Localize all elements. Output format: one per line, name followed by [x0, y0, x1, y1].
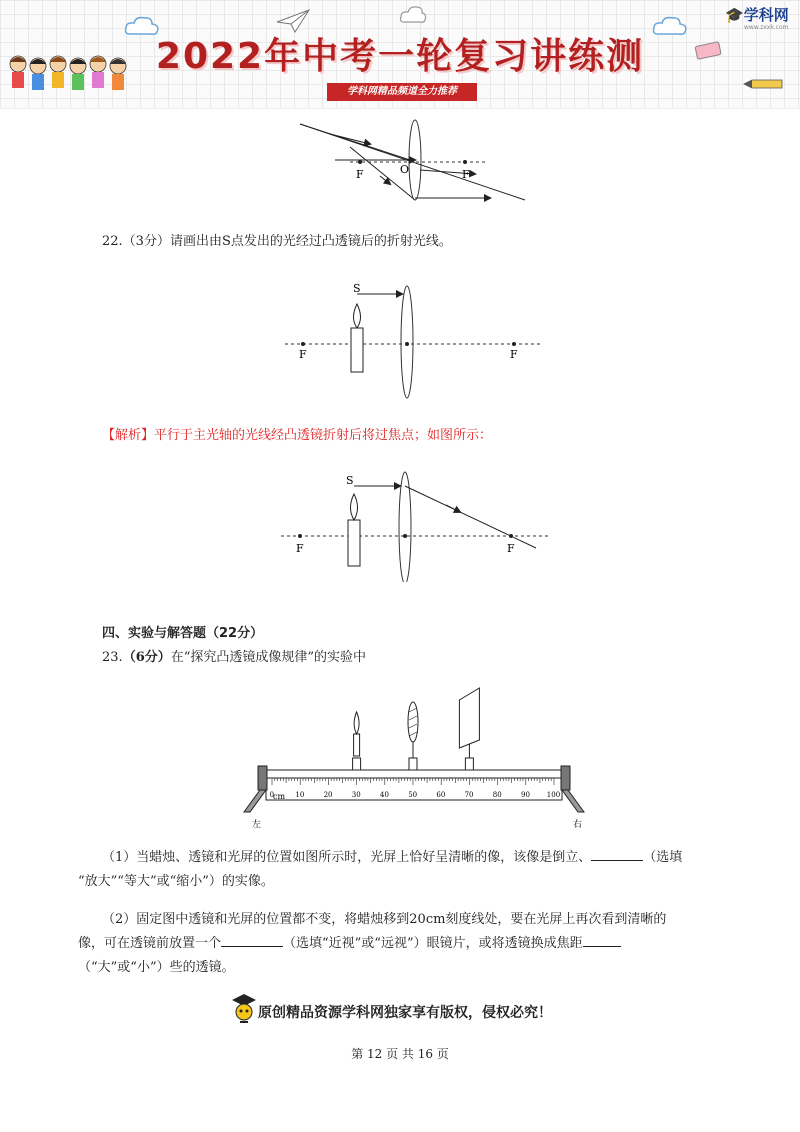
question-23-part-2 [78, 908, 728, 980]
question-22: 22.（3分）请画出由S点发出的光经过凸透镜后的折射光线。 [102, 234, 452, 249]
logo-text: 学科网 [743, 6, 789, 24]
part2-text-a: （2）固定图中透镜和光屏的位置都不变，将蜡烛移到20cm刻度线处，要在光屏上再次看到清晰的 [102, 912, 667, 927]
question-23-part-1 [78, 846, 728, 894]
right-leg [562, 790, 584, 812]
optical-center [403, 534, 407, 538]
focus-point-left [298, 534, 302, 538]
tick-label: 80 [492, 791, 502, 799]
label-s: S [346, 474, 354, 487]
label-f-right: F [462, 168, 470, 181]
tick-label: 40 [380, 791, 389, 799]
refracted-ray [405, 486, 536, 548]
candle-holder [353, 758, 361, 770]
tick-label: 90 [521, 791, 530, 799]
pencil-icon [742, 74, 786, 92]
focus-point-right [509, 534, 513, 538]
candle [354, 734, 360, 756]
answer-blank-2[interactable] [221, 932, 283, 947]
lens-holder [409, 758, 417, 770]
tick-label: 100 [546, 791, 561, 799]
analysis-body: 平行于主光轴的光线经凸透镜折射后将过焦点；如图所示： [154, 428, 493, 443]
site-logo [725, 4, 789, 25]
focus-point-left [301, 342, 305, 346]
tick-label: 30 [351, 791, 361, 799]
screen-holder [465, 758, 473, 770]
focus-point-right [512, 342, 516, 346]
children-illustration [6, 52, 136, 100]
page-title: 2022年中考一轮复习讲练测 [155, 36, 645, 77]
eraser-icon [692, 40, 726, 62]
tick-label: 70 [464, 791, 474, 799]
label-f-left: F [296, 542, 304, 555]
right-stop [561, 766, 570, 790]
answer-blank-3[interactable] [583, 932, 621, 947]
part2-text-b: 像，可在透镜前放置一个 [78, 936, 222, 951]
graduation-cap-icon: 🎓 [725, 6, 744, 24]
light-screen [459, 688, 479, 748]
focus-point-left [358, 160, 362, 164]
question-score: （6分） [122, 650, 171, 665]
label-left: 左 [252, 820, 262, 830]
left-leg [244, 790, 266, 812]
lens-diagram-1 [290, 112, 540, 204]
label-right: 右 [573, 820, 583, 830]
candle-flame [354, 712, 359, 734]
focus-point-right [463, 160, 467, 164]
candle-flame [354, 304, 361, 328]
section-heading: 四、实验与解答题（22分） [102, 626, 264, 641]
part1-text-a: （1）当蜡烛、透镜和光屏的位置如图所示时，光屏上恰好呈清晰的像，该像是倒立、 [102, 850, 592, 865]
page-number: 第 12 页 共 16 页 [351, 1047, 449, 1061]
lens-diagram-3-answer [276, 462, 556, 582]
copyright-notice: 原创精品资源学科网独家享有版权，侵权必究！ [258, 1005, 552, 1021]
mascot-icon [230, 992, 258, 1026]
incident-ray [300, 124, 410, 160]
lens-diagram-2 [280, 278, 550, 400]
candle-body [348, 520, 360, 566]
part1-text-c: “放大”“等大”或“缩小”）的实像。 [78, 874, 274, 889]
tick-label: 60 [436, 791, 446, 799]
part2-text-c: （选填“近视”或“远视”）眼镜片，或将透镜换成焦距 [283, 936, 583, 951]
label-f-left: F [356, 168, 364, 181]
tick-label: 20 [323, 791, 333, 799]
question-23-intro [102, 648, 366, 668]
ray-arrow-b [380, 176, 390, 184]
candle-body [351, 328, 363, 372]
header-ribbon: 学科网精品频道全力推荐 [327, 83, 477, 101]
analysis-tag: 【解析】 [102, 428, 155, 443]
tick-label: 0 [269, 791, 275, 799]
analysis-text [102, 426, 492, 446]
refracted-ray-arrow [446, 505, 460, 512]
optical-bench-diagram [236, 682, 596, 830]
unit-label: cm [273, 792, 286, 801]
label-o: O [400, 163, 410, 176]
part2-text-d: （“大”或“小”）些的透镜。 [78, 960, 235, 975]
tick-label: 50 [408, 791, 418, 799]
label-f-left: F [299, 348, 307, 361]
label-s: S [353, 282, 361, 295]
page-header [0, 0, 800, 109]
logo-url: www.zxxk.com [744, 24, 789, 31]
cloud-icon-2 [398, 4, 428, 26]
left-stop [258, 766, 267, 790]
candle-flame [351, 494, 358, 520]
question-intro: 在“探究凸透镜成像规律”的实验中 [170, 650, 367, 665]
question-number: 23. [102, 650, 123, 665]
optical-center [405, 342, 409, 346]
answer-blank-1[interactable] [591, 846, 643, 861]
part1-text-b: （选填 [643, 850, 683, 865]
label-f-right: F [507, 542, 515, 555]
label-f-right: F [510, 348, 518, 361]
tick-label: 10 [295, 791, 305, 799]
